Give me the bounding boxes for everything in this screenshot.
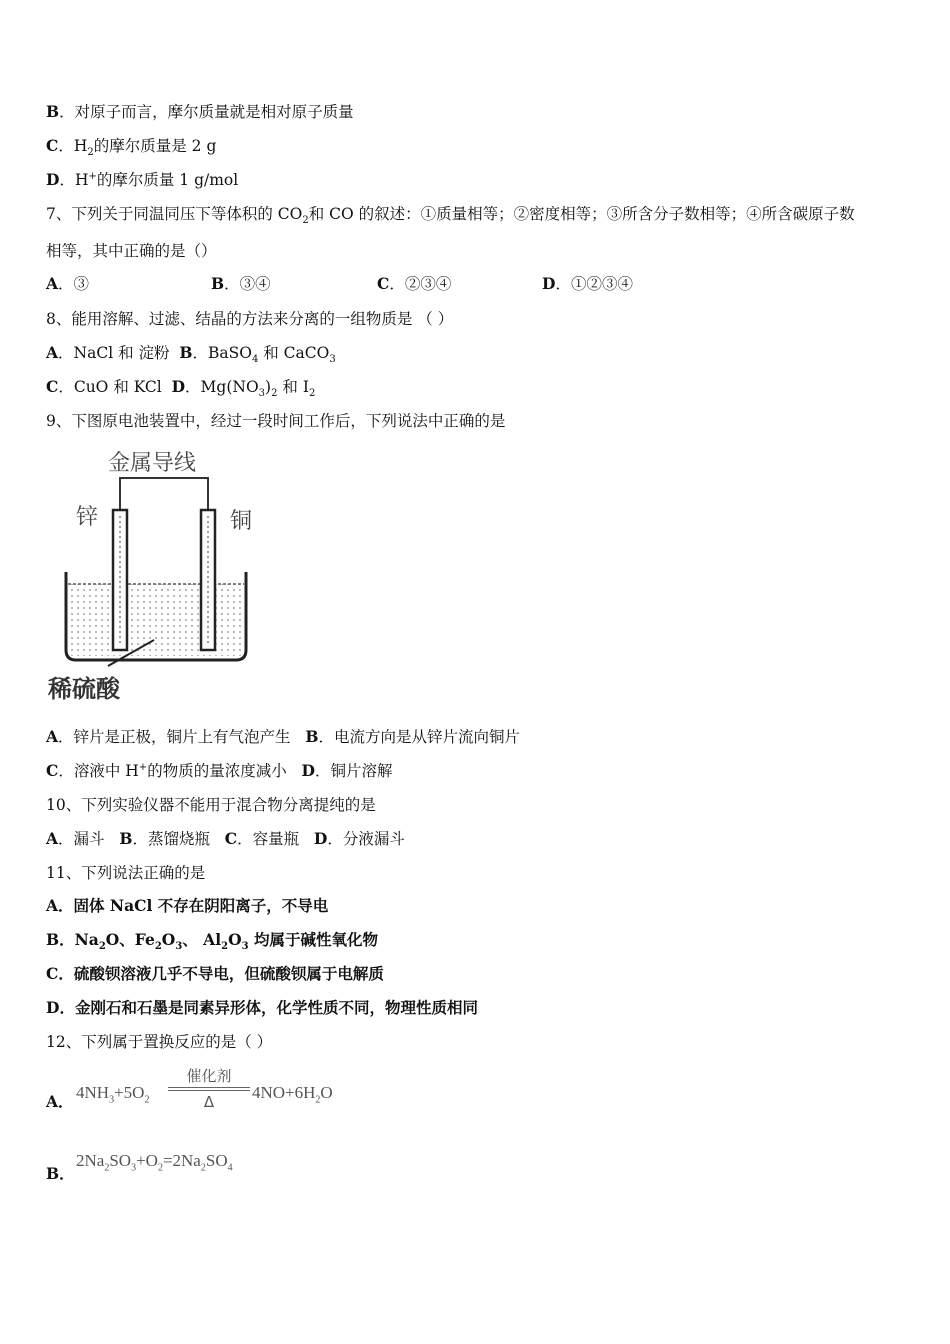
subscript: 4 xyxy=(227,1162,233,1174)
subscript: 2 xyxy=(98,941,106,953)
option-text: ．Mg(NO xyxy=(185,378,259,396)
solution-label: 稀硫酸 xyxy=(48,675,120,703)
subscript: 2 xyxy=(200,1162,206,1174)
option-text: O xyxy=(228,930,242,949)
double-arrow-line xyxy=(168,1087,250,1091)
option-text: ．铜片溶解 xyxy=(314,762,393,780)
formula-part: 4NO+6H xyxy=(252,1083,316,1102)
option-label: C xyxy=(46,136,59,155)
q11-stem: 11、下列说法正确的是 xyxy=(46,864,206,882)
option-label: B xyxy=(46,930,60,949)
option-label: C xyxy=(46,761,59,780)
zinc-label: 锌 xyxy=(76,505,99,530)
option-label: A xyxy=(46,343,59,362)
q6-option-b xyxy=(46,102,354,122)
option-text: 的物质的量浓度减小 xyxy=(147,762,287,780)
subscript: 3 xyxy=(175,941,183,953)
option-text: ．溶液中 H xyxy=(58,762,139,780)
option-text: 、 Al xyxy=(182,930,222,949)
option-label: B xyxy=(179,343,193,362)
q12-option-a-label xyxy=(46,1092,74,1112)
option-text: ．分液漏斗 xyxy=(327,830,405,848)
option-text: O xyxy=(161,930,176,949)
option-label: D xyxy=(171,377,186,396)
option-label: C xyxy=(46,377,59,396)
option-text: O、Fe xyxy=(105,930,155,949)
subscript: 3 xyxy=(109,1094,115,1106)
option-text: ．容量瓶 xyxy=(237,830,300,848)
galvanic-cell-diagram xyxy=(46,444,258,706)
q12-stem: 12、下列属于置换反应的是（ ） xyxy=(46,1033,273,1051)
subscript: 2 xyxy=(87,147,94,159)
option-text: 的摩尔质量 1 g/mol xyxy=(96,171,239,189)
formula-part: O xyxy=(320,1083,333,1102)
copper-label: 铜 xyxy=(230,509,253,534)
subscript: 3 xyxy=(329,354,336,366)
formula-part: SO xyxy=(205,1151,228,1170)
q10-options xyxy=(46,829,405,849)
option-text: 的摩尔质量是 2 g xyxy=(93,137,217,155)
subscript: 2 xyxy=(315,1094,321,1106)
q12-option-a-products xyxy=(252,1083,333,1106)
option-label: A xyxy=(46,896,59,915)
option-text: ．③④ xyxy=(224,275,271,293)
option-label: C xyxy=(377,274,390,293)
subscript: 2 xyxy=(271,388,278,400)
formula-part: +O xyxy=(136,1151,158,1170)
subscript: 4 xyxy=(251,354,259,366)
subscript: 2 xyxy=(302,215,309,227)
formula-part: +5O xyxy=(114,1083,145,1102)
q7-option-d xyxy=(542,274,633,294)
option-text: ．BaSO xyxy=(192,344,252,362)
subscript: 2 xyxy=(154,941,162,953)
option-label: C xyxy=(224,829,238,848)
option-label-dot: ． xyxy=(59,1164,75,1183)
q12-option-a-condition xyxy=(168,1066,250,1112)
option-label: B xyxy=(305,727,319,746)
option-text: ．②③④ xyxy=(389,275,452,293)
q8-options-cd xyxy=(46,377,316,400)
option-text: ．对原子而言，摩尔质量就是相对原子质量 xyxy=(59,103,354,121)
q6-option-d xyxy=(46,170,238,190)
q7-option-a xyxy=(46,274,211,294)
option-label: A xyxy=(46,1092,59,1111)
option-text: 和 CaCO xyxy=(258,344,330,362)
formula-part: =2Na xyxy=(162,1151,201,1170)
q11-option-a xyxy=(46,896,328,916)
option-text: ．锌片是正极，铜片上有气泡产生 xyxy=(58,728,291,746)
q7-option-b xyxy=(211,274,377,294)
option-text: ．CuO 和 KCl xyxy=(58,378,162,396)
option-label: D xyxy=(542,274,556,293)
subscript: 2 xyxy=(104,1162,110,1174)
q9-stem: 9、下图原电池装置中，经过一段时间工作后，下列说法中正确的是 xyxy=(46,412,506,430)
condition-catalyst: 催化剂 xyxy=(186,1067,232,1085)
q12-option-b-label xyxy=(46,1164,75,1184)
q12-option-a-equation xyxy=(76,1083,150,1106)
subscript: 2 xyxy=(221,941,229,953)
q7-options xyxy=(46,274,633,294)
formula-part: 2Na xyxy=(76,1151,105,1170)
option-text: ．漏斗 xyxy=(58,830,105,848)
option-text: ．H xyxy=(58,137,88,155)
q6-option-c xyxy=(46,136,217,159)
subscript: 3 xyxy=(131,1162,137,1174)
metal-wire xyxy=(120,478,208,518)
option-text: ．金刚石和石墨是同素异形体，化学性质不同，物理性质相同 xyxy=(59,998,478,1017)
q9-options-ab xyxy=(46,727,520,747)
option-label: D xyxy=(46,170,60,189)
subscript: 2 xyxy=(157,1162,163,1174)
option-text: ．固体 NaCl 不存在阴阳离子，不导电 xyxy=(58,896,329,915)
option-text: ) xyxy=(265,378,272,396)
subscript: 2 xyxy=(144,1094,150,1106)
subscript: 3 xyxy=(241,941,249,953)
option-label: A xyxy=(46,727,59,746)
superscript: + xyxy=(88,170,97,182)
q7-option-c xyxy=(377,274,542,294)
q11-option-d xyxy=(46,998,478,1018)
option-text: ．①②③④ xyxy=(555,275,633,293)
option-text: ．硫酸钡溶液几乎不导电，但硫酸钡属于电解质 xyxy=(58,964,384,983)
dilute-sulfuric-acid-solution xyxy=(68,584,244,656)
stem-text: 7、下列关于同温同压下等体积的 CO xyxy=(46,205,303,223)
option-label: C xyxy=(46,964,59,983)
q12-option-b-equation xyxy=(76,1151,233,1174)
q9-options-cd xyxy=(46,761,392,781)
option-label: D xyxy=(46,998,60,1017)
condition-heat: Δ xyxy=(203,1093,215,1111)
option-text: ．Na xyxy=(59,930,99,949)
option-label: A xyxy=(46,829,59,848)
option-text: ．③ xyxy=(58,275,90,293)
option-label: B xyxy=(211,274,225,293)
option-text: ．蒸馏烧瓶 xyxy=(132,830,210,848)
formula-part: SO xyxy=(109,1151,132,1170)
formula-part: 4NH xyxy=(76,1083,110,1102)
subscript: 3 xyxy=(258,388,266,400)
stem-text: 和 CO 的叙述：①质量相等；②密度相等；③所含分子数相等；④所含碳原子数 xyxy=(308,205,855,223)
q7-stem-line2: 相等，其中正确的是（） xyxy=(46,242,217,260)
option-label-dot: ． xyxy=(58,1092,74,1111)
option-label: B xyxy=(119,829,133,848)
subscript: 2 xyxy=(308,388,316,400)
option-label: A xyxy=(46,274,59,293)
q11-option-b xyxy=(46,930,378,953)
q8-stem: 8、能用溶解、过滤、结晶的方法来分离的一组物质是 （ ） xyxy=(46,310,454,328)
option-text: 和 I xyxy=(277,378,309,396)
option-label: D xyxy=(313,829,328,848)
option-text: ．电流方向是从锌片流向铜片 xyxy=(318,728,520,746)
q10-stem: 10、下列实验仪器不能用于混合物分离提纯的是 xyxy=(46,796,376,814)
option-text: ．H xyxy=(59,171,89,189)
option-text: 均属于碱性氧化物 xyxy=(248,930,378,949)
q8-options-ab xyxy=(46,343,336,366)
q7-stem xyxy=(46,204,855,227)
option-label: B xyxy=(46,1164,60,1183)
superscript: + xyxy=(138,761,148,773)
q11-option-c xyxy=(46,964,384,984)
option-label: D xyxy=(301,761,315,780)
wire-label: 金属导线 xyxy=(108,451,197,476)
option-text: ．NaCl 和 淀粉 xyxy=(58,344,170,362)
option-label: B xyxy=(46,102,60,121)
